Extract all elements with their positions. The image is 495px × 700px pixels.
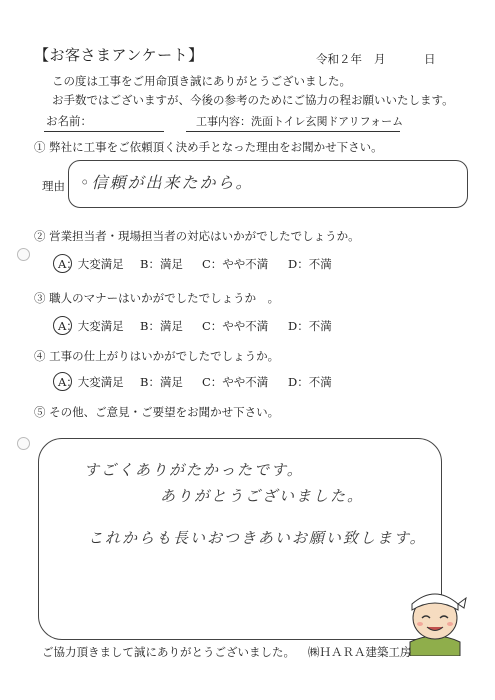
q2-option-c: C：やや不満 xyxy=(202,257,269,271)
name-underline xyxy=(44,131,164,132)
reason-label: 理由 xyxy=(42,179,65,193)
form-title: 【お客さまアンケート】 xyxy=(34,46,204,64)
comment-line-2: ありがとうございました。 xyxy=(160,487,365,505)
q3-option-c: C：やや不満 xyxy=(202,319,269,333)
work-description: 工事内容：洗面トイレ玄関ドアリフォーム xyxy=(196,115,404,128)
punch-hole xyxy=(17,437,30,450)
question-2: ② 営業担当者・現場担当者の対応はいかがでしたでしょうか。 xyxy=(34,229,360,243)
comment-line-1: すごくありがたかったです。 xyxy=(84,461,304,479)
intro-line-2: お手数ではございますが、今後の参考のためにご協力の程お願いいたします。 xyxy=(52,93,454,107)
question-4: ④ 工事の仕上がりはいかがでしたでしょうか。 xyxy=(34,349,280,363)
date-month: 月 xyxy=(374,52,386,66)
q3-option-d: D：不満 xyxy=(288,319,332,333)
customer-name-label: お名前： xyxy=(46,114,92,128)
intro-line-1: この度は工事をご用命頂き誠にありがとうございました。 xyxy=(52,74,351,88)
q4-option-d: D：不満 xyxy=(288,375,332,389)
q3-option-b: B：満足 xyxy=(140,319,183,333)
question-3: ③ 職人のマナーはいかがでしたでしょうか 。 xyxy=(34,291,280,305)
q4-option-c: C：やや不満 xyxy=(202,375,269,389)
q4-option-a: A：大変満足 xyxy=(58,375,124,389)
date-day: 日 xyxy=(424,52,436,66)
q2-option-a: A：大変満足 xyxy=(58,257,124,271)
q2-option-b: B：満足 xyxy=(140,257,183,271)
company-name: ㈱ＨＡＲＡ建築工房 xyxy=(308,645,412,659)
q3-option-a: A：大変満足 xyxy=(58,319,124,333)
date-era: 令和２年 xyxy=(316,52,362,66)
q2-option-d: D：不満 xyxy=(288,257,332,271)
reason-answer: ◦信頼が出来たから。 xyxy=(80,173,254,192)
q4-option-b: B：満足 xyxy=(140,375,183,389)
work-underline xyxy=(186,131,400,132)
question-5: ⑤ その他、ご意見・ご要望をお聞かせ下さい。 xyxy=(34,405,280,419)
footer-thanks: ご協力頂きまして誠にありがとうございました。 xyxy=(42,645,295,659)
question-1: ① 弊社に工事をご依頼頂く決め手となった理由をお聞かせ下さい。 xyxy=(34,140,383,154)
comment-line-3: これからも長いおつきあいお願い致します。 xyxy=(88,529,427,547)
punch-hole xyxy=(17,248,30,261)
